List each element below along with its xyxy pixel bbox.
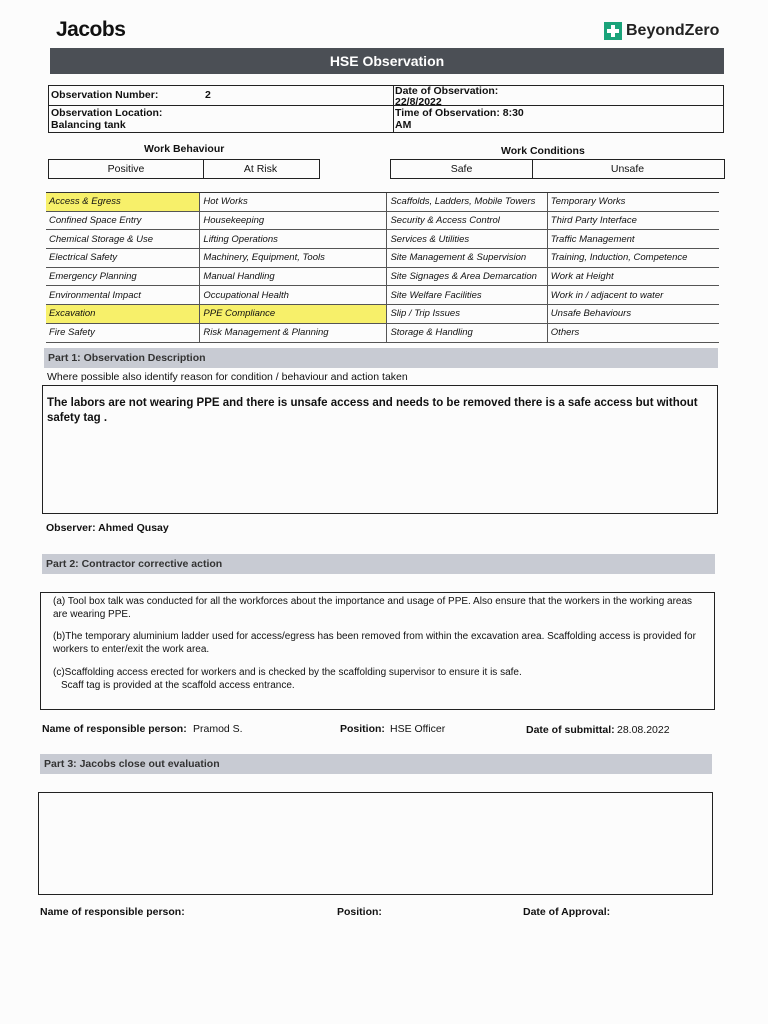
close-out-evaluation-box[interactable]: [38, 792, 713, 895]
work-conditions-label: Work Conditions: [501, 145, 585, 157]
category-ppe-compliance[interactable]: PPE Compliance: [200, 305, 387, 323]
category-training[interactable]: Training, Induction, Competence: [550, 252, 688, 264]
category-row: [46, 305, 719, 324]
category-third-party[interactable]: Third Party Interface: [550, 215, 637, 227]
approver-name-label: Name of responsible person:: [40, 906, 185, 918]
part3-header: Part 3: Jacobs close out evaluation: [40, 754, 712, 774]
observation-number-label: Observation Number:: [51, 89, 159, 101]
category-excavation[interactable]: Excavation: [46, 305, 200, 323]
category-lifting-operations[interactable]: Lifting Operations: [200, 230, 387, 248]
part1-instruction: Where possible also identify reason for condition / behaviour and action taken: [47, 371, 408, 383]
category-row: [46, 324, 719, 343]
position-value: HSE Officer: [390, 723, 446, 735]
category-row: [46, 249, 719, 268]
category-environmental-impact[interactable]: Environmental Impact: [46, 286, 200, 304]
observation-location-value: Balancing tank: [51, 119, 126, 131]
category-security-access[interactable]: Security & Access Control: [387, 212, 547, 230]
category-fire-safety[interactable]: Fire Safety: [46, 324, 200, 342]
observation-date-label: Date of Observation:: [395, 85, 499, 97]
beyondzero-logo: [604, 22, 719, 40]
category-machinery[interactable]: Machinery, Equipment, Tools: [200, 249, 387, 267]
unsafe-option[interactable]: Unsafe: [531, 159, 725, 179]
observation-time-label: Time of Observation: 8:30: [395, 107, 524, 119]
submittal-date-value: 28.08.2022: [617, 724, 670, 736]
category-scaffolds-ladders[interactable]: Scaffolds, Ladders, Mobile Towers: [387, 193, 547, 211]
category-access-egress[interactable]: Access & Egress: [46, 193, 200, 211]
submittal-date-label: Date of submittal:: [526, 724, 615, 736]
category-traffic-management[interactable]: Traffic Management: [550, 233, 635, 245]
safe-option[interactable]: Safe: [390, 159, 533, 179]
at-risk-option[interactable]: At Risk: [202, 159, 320, 179]
position-label: Position:: [340, 723, 385, 735]
observation-time-value: AM: [395, 119, 412, 131]
category-row: [46, 193, 719, 212]
observation-description-box[interactable]: [42, 385, 718, 514]
observation-info-table: [48, 85, 724, 133]
part1-header: Part 1: Observation Description: [44, 348, 718, 368]
category-storage-handling[interactable]: Storage & Handling: [387, 324, 547, 342]
corrective-action-b: (b)The temporary aluminium ladder used for access/egress has been removed from within the excavation area. Scaffolding access is provided for workers to enter/exit the work area.: [53, 631, 696, 655]
corrective-action-box[interactable]: [40, 592, 715, 710]
part2-header: Part 2: Contractor corrective action: [42, 554, 715, 574]
category-risk-management[interactable]: Risk Management & Planning: [200, 324, 387, 342]
category-row: [46, 286, 719, 305]
observation-number-value: 2: [205, 89, 211, 101]
category-row: [46, 212, 719, 231]
observation-location-label: Observation Location:: [51, 107, 163, 119]
responsible-person-label: Name of responsible person:: [42, 723, 187, 735]
positive-option[interactable]: Positive: [48, 159, 204, 179]
form-title: HSE Observation: [50, 48, 724, 74]
jacobs-logo: Jacobs: [56, 18, 126, 41]
category-occupational-health[interactable]: Occupational Health: [200, 286, 387, 304]
category-chemical-storage[interactable]: Chemical Storage & Use: [46, 230, 200, 248]
approver-position-label: Position:: [337, 906, 382, 918]
observation-description-text: The labors are not wearing PPE and there is unsafe access and needs to be removed there is a safe access but without safety tag .: [47, 397, 698, 424]
plus-cross-icon: [604, 22, 622, 40]
category-hot-works[interactable]: Hot Works: [200, 193, 387, 211]
category-work-at-height[interactable]: Work at Height: [550, 271, 614, 283]
category-row: [46, 268, 719, 287]
category-work-near-water[interactable]: Work in / adjacent to water: [550, 289, 664, 301]
approval-date-label: Date of Approval:: [523, 906, 611, 918]
category-site-welfare[interactable]: Site Welfare Facilities: [387, 286, 547, 304]
category-emergency-planning[interactable]: Emergency Planning: [46, 268, 200, 286]
corrective-action-a: (a) Tool box talk was conducted for all the workforces about the importance and usage of PPE. Also ensure that the workers in the working areas are wearing PPE.: [53, 596, 693, 620]
category-grid: [46, 192, 719, 343]
observation-date-value: 22/8/2022: [395, 96, 442, 108]
responsible-person-value: Pramod S.: [193, 723, 243, 735]
corrective-action-c-tag: Scaff tag is provided at the scaffold access entrance.: [61, 680, 295, 691]
category-services-utilities[interactable]: Services & Utilities: [387, 230, 547, 248]
category-manual-handling[interactable]: Manual Handling: [200, 268, 387, 286]
table-divider: [49, 105, 723, 106]
category-housekeeping[interactable]: Housekeeping: [200, 212, 387, 230]
observer-name: Observer: Ahmed Qusay: [46, 522, 169, 534]
beyondzero-logo-text: BeyondZero: [626, 22, 720, 39]
category-site-management[interactable]: Site Management & Supervision: [387, 249, 547, 267]
category-others[interactable]: Others: [550, 327, 580, 339]
category-site-signages[interactable]: Site Signages & Area Demarcation: [387, 268, 547, 286]
work-behaviour-label: Work Behaviour: [144, 143, 225, 155]
category-row: [46, 230, 719, 249]
corrective-action-c: (c)Scaffolding access erected for workers and is checked by the scaffolding supervisor to ensure it is safe.: [53, 667, 522, 678]
category-confined-space[interactable]: Confined Space Entry: [46, 212, 200, 230]
table-divider: [393, 86, 394, 132]
category-slip-trip[interactable]: Slip / Trip Issues: [387, 305, 547, 323]
category-unsafe-behaviours[interactable]: Unsafe Behaviours: [550, 308, 632, 320]
category-electrical-safety[interactable]: Electrical Safety: [46, 249, 200, 267]
category-temporary-works[interactable]: Temporary Works: [550, 196, 626, 208]
